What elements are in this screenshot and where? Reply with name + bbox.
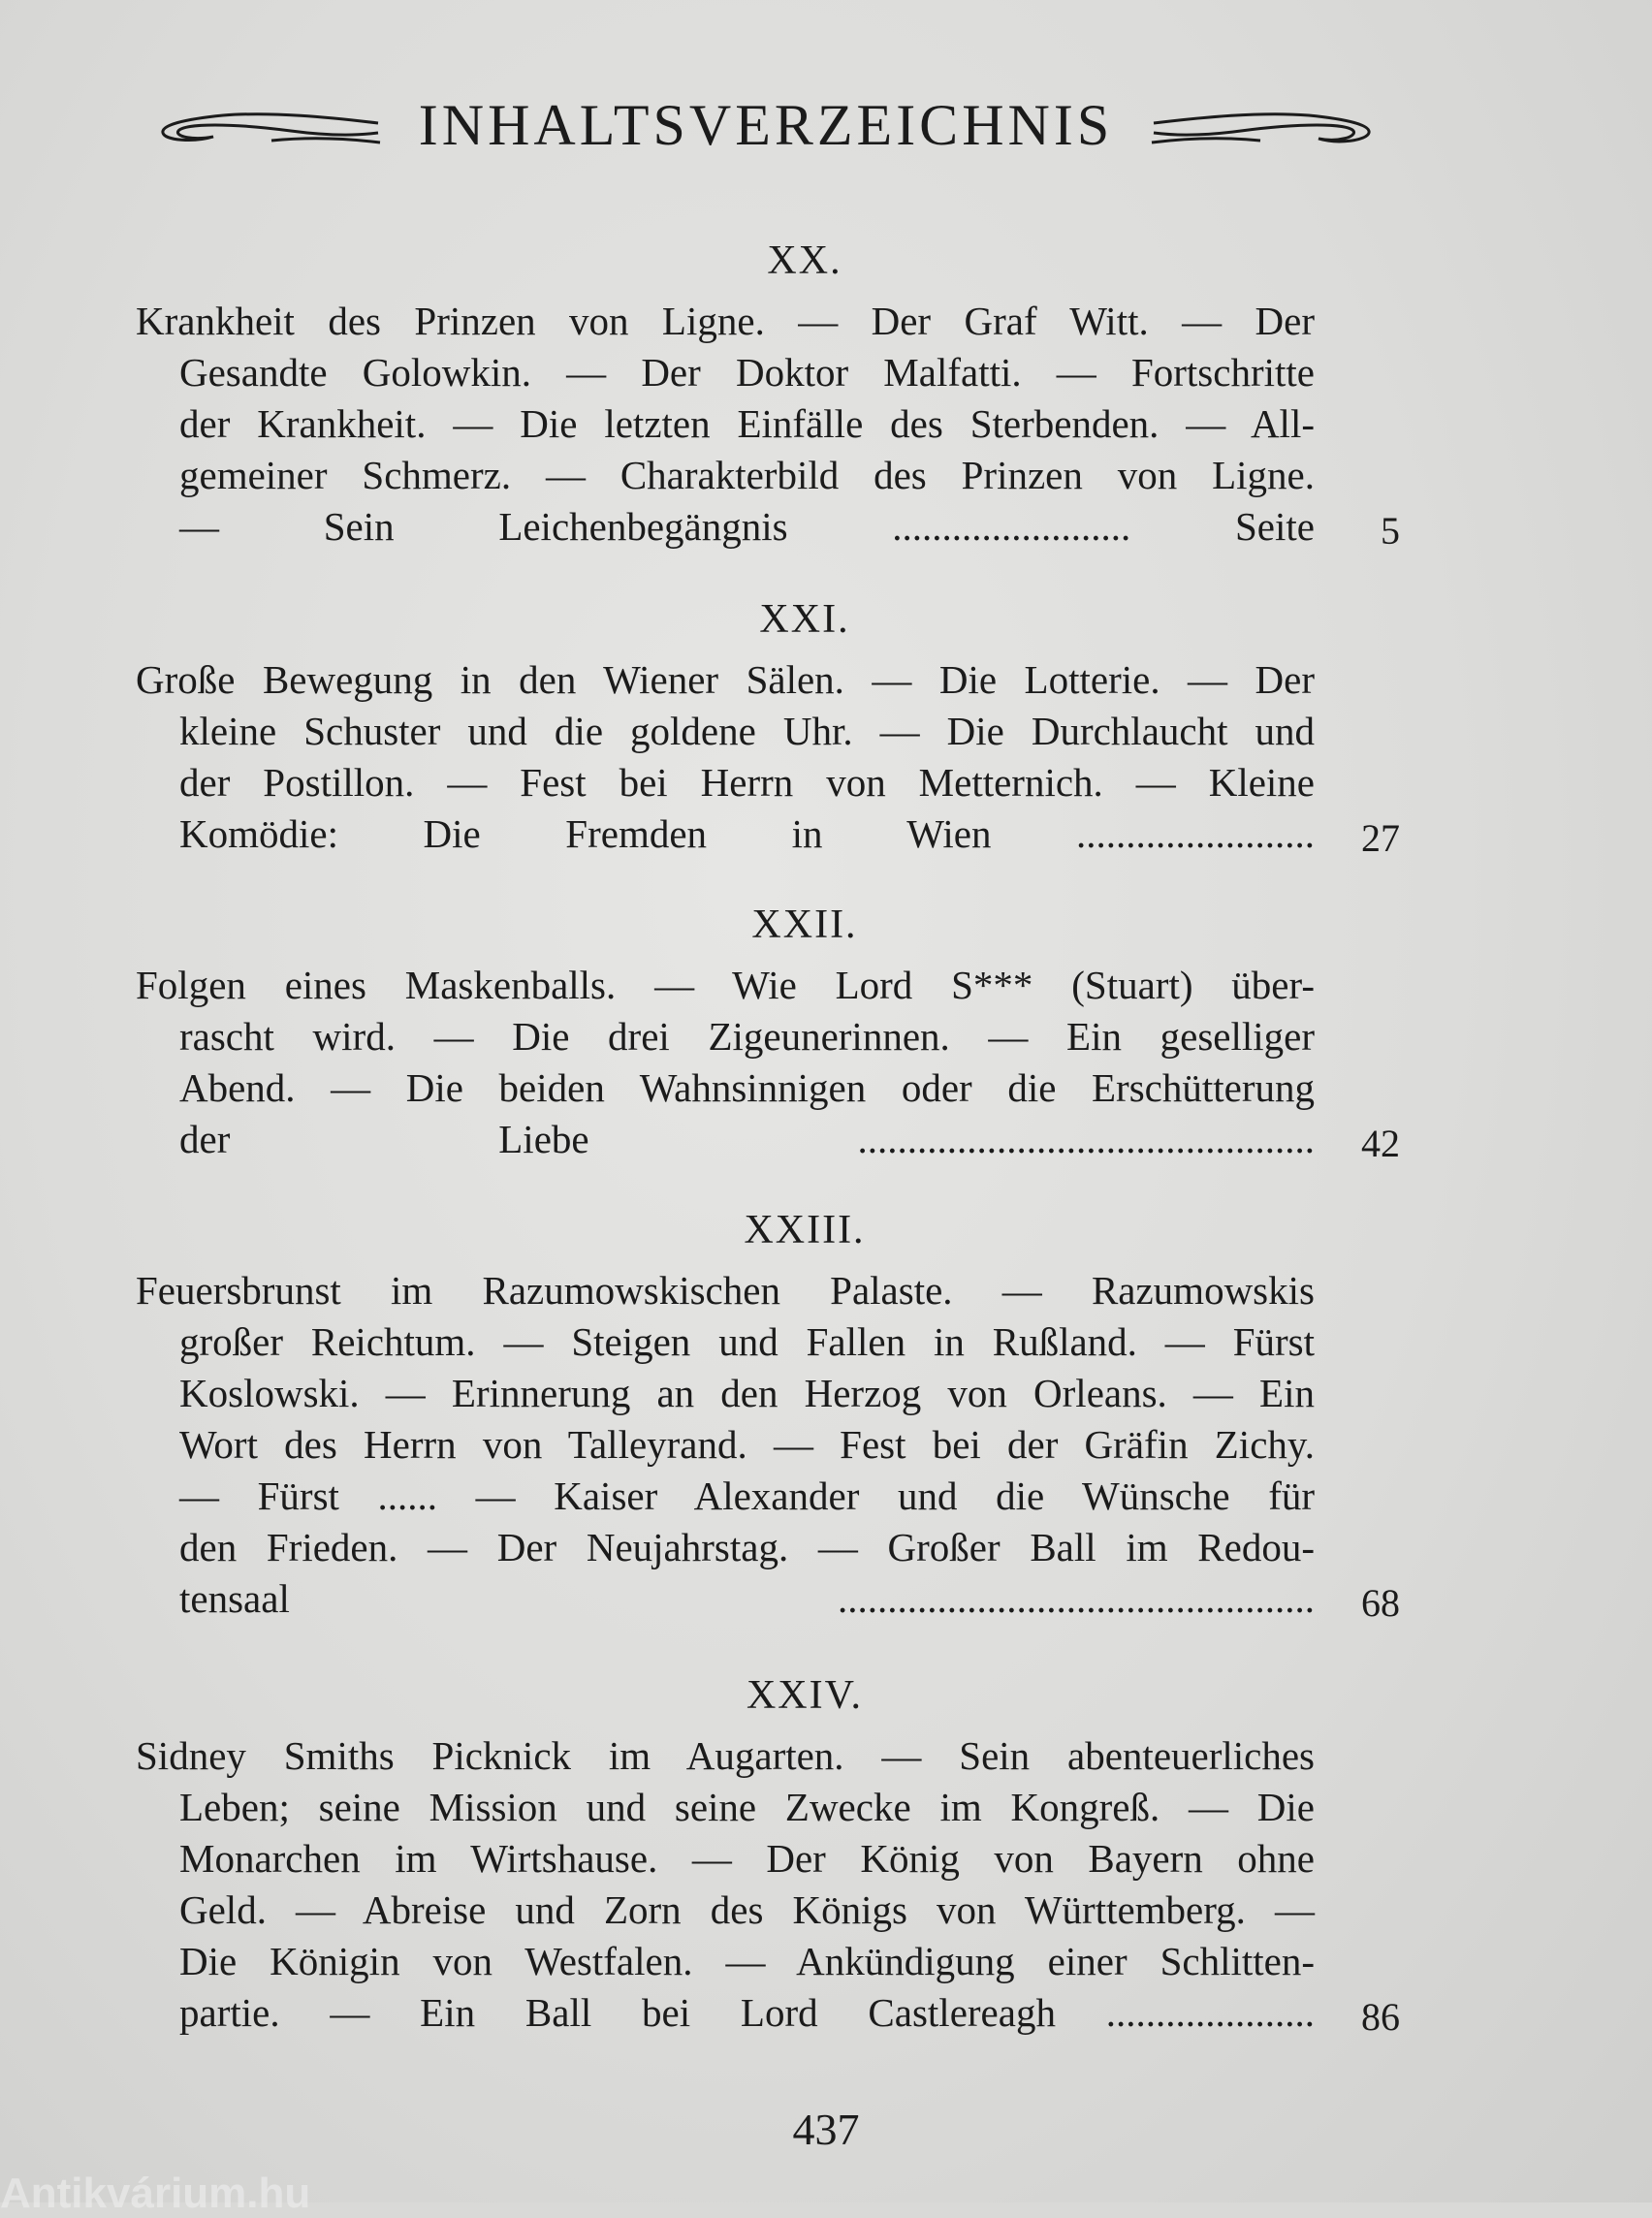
summary-line: Koslowski. — Erinnerung an den Herzog von Orleans. — Ein: [179, 1371, 1315, 1415]
page-title: INHALTSVERZEICHNIS: [418, 93, 1114, 157]
summary-line: rascht wird. — Die drei Zigeunerinnen. — Ein geselliger: [179, 1014, 1315, 1059]
chapter-summary: [136, 1265, 1400, 1625]
summary-line: — Sein Leichenbegängnis ........................ Seite: [179, 504, 1315, 549]
summary-line: großer Reichtum. — Steigen und Fallen in Rußland. — Fürst: [179, 1319, 1315, 1364]
summary-line: gemeiner Schmerz. — Charakterbild des Prinzen von Ligne.: [179, 453, 1315, 497]
page-number: 27: [1361, 816, 1400, 860]
summary-line: — Fürst ...... — Kaiser Alexander und die Wünsche für: [179, 1473, 1315, 1518]
summary-line: Sidney Smiths Picknick im Augarten. — Sein abenteuerliches: [136, 1733, 1315, 1778]
summary-line: partie. — Ein Ball bei Lord Castlereagh .....................: [179, 1990, 1315, 2035]
summary-line: Folgen eines Maskenballs. — Wie Lord S*** (Stuart) über-: [136, 963, 1315, 1007]
toc-section-xxi: [136, 596, 1400, 860]
summary-line: der Liebe ..............................................: [179, 1117, 1315, 1161]
summary-line: tensaal ................................................: [179, 1576, 1315, 1621]
summary-line: Feuersbrunst im Razumowskischen Palaste. — Razumowskis: [136, 1268, 1315, 1313]
toc-section-xx: [136, 238, 1400, 553]
chapter-numeral: XX.: [767, 238, 842, 283]
summary-line: Die Königin von Westfalen. — Ankündigung einer Schlitten-: [179, 1939, 1315, 1983]
toc-section-xxiv: [136, 1672, 1400, 2039]
toc-section-xxiii: [136, 1207, 1400, 1625]
chapter-numeral: XXIII.: [744, 1208, 866, 1252]
chapter-numeral: XXI.: [759, 597, 850, 642]
chapter-summary: [136, 1730, 1400, 2039]
toc-section-xxii: [136, 902, 1400, 1165]
summary-line: der Krankheit. — Die letzten Einfälle des Sterbenden. — All-: [179, 401, 1315, 446]
folio-page-number: 437: [792, 2105, 860, 2154]
summary-line: kleine Schuster und die goldene Uhr. — Die Durchlaucht und: [179, 709, 1315, 753]
watermark: Antikvárium.hu: [0, 2170, 311, 2217]
chapter-numeral: XXII.: [751, 903, 858, 947]
page-number: 5: [1381, 509, 1400, 553]
chapter-summary: [136, 960, 1400, 1165]
heading-row: [155, 92, 1377, 179]
summary-line: Große Bewegung in den Wiener Sälen. — Die Lotterie. — Der: [136, 657, 1315, 702]
page-number: 42: [1361, 1122, 1400, 1165]
page-number: 86: [1361, 1995, 1400, 2039]
chapter-summary: [136, 296, 1400, 553]
right-flourish-ornament: [1144, 102, 1377, 160]
page-number: 68: [1361, 1581, 1400, 1625]
chapter-summary: [136, 654, 1400, 860]
summary-line: der Postillon. — Fest bei Herrn von Metternich. — Kleine: [179, 760, 1315, 805]
summary-line: Komödie: Die Fremden in Wien ........................: [179, 811, 1315, 856]
summary-line: den Frieden. — Der Neujahrstag. — Großer Ball im Redou-: [179, 1525, 1315, 1569]
summary-line: Monarchen im Wirtshause. — Der König von Bayern ohne: [179, 1836, 1315, 1881]
chapter-numeral: XXIV.: [746, 1673, 864, 1718]
summary-line: Gesandte Golowkin. — Der Doktor Malfatti. — Fortschritte: [179, 350, 1315, 395]
summary-line: Wort des Herrn von Talleyrand. — Fest bei der Gräfin Zichy.: [179, 1422, 1315, 1467]
summary-line: Geld. — Abreise und Zorn des Königs von Württemberg. —: [179, 1887, 1315, 1932]
summary-line: Krankheit des Prinzen von Ligne. — Der Graf Witt. — Der: [136, 299, 1315, 343]
summary-line: Abend. — Die beiden Wahnsinnigen oder die Erschütterung: [179, 1065, 1315, 1110]
summary-line: Leben; seine Mission und seine Zwecke im Kongreß. — Die: [179, 1785, 1315, 1829]
